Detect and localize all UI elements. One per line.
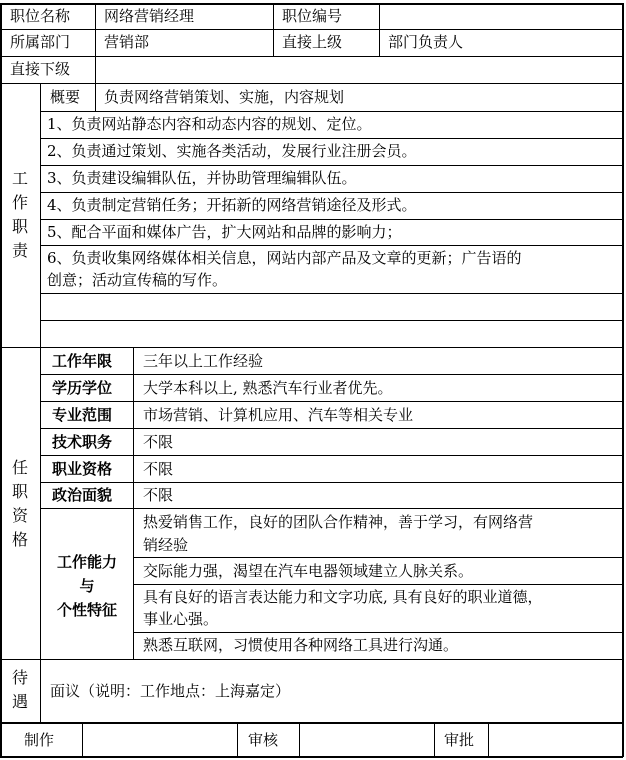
ability-label-line: 个性特征: [56, 601, 117, 619]
row-line: [40, 165, 623, 166]
row-line: [133, 557, 623, 558]
row-line: [0, 347, 623, 348]
ability-4: 熟悉互联网，习惯使用各种网络工具进行沟通。: [143, 636, 459, 654]
col-line: [434, 722, 435, 756]
duty-item-5: 5、配合平面和媒体广告，扩大网站和品牌的影响力；: [47, 223, 402, 241]
duty-item-6-line-1: 6、负责收集网络媒体相关信息，网站内部产品及文章的更新；广告语的: [47, 249, 522, 267]
qualification-value: 市场营销、计算机应用、汽车等相关专业: [143, 406, 414, 424]
col-line: [299, 722, 300, 756]
approved-label: 审批: [444, 731, 475, 749]
ability-label-line: 工作能力: [56, 553, 117, 571]
row-line: [40, 428, 623, 429]
row-line: [0, 83, 623, 84]
row-line: [40, 138, 623, 139]
col-line: [95, 3, 96, 83]
duty-item-6-line-2: 创意；活动宣传稿的写作。: [47, 271, 228, 289]
duty-item-4: 4、负责制定营销任务；开拓新的网络营销途径及形式。: [47, 196, 417, 214]
border-top: [0, 3, 623, 5]
ability-3-line-2: 事业心强。: [143, 610, 219, 628]
qualification-label: 职业资格: [52, 460, 113, 478]
qualification-value: 不限: [143, 433, 174, 451]
duties-section-label: [10, 167, 30, 263]
direct-subordinate-label: 直接下级: [10, 60, 71, 78]
department-value: 营销部: [104, 33, 150, 51]
row-line: [40, 482, 623, 483]
col-line: [95, 83, 96, 111]
ability-3-line-1: 具有良好的语言表达能力和文字功底, 具有良好的职业道德，: [143, 588, 543, 606]
col-line: [237, 722, 238, 756]
department-label: 所属部门: [10, 33, 71, 51]
row-line: [40, 245, 623, 246]
qualification-label: 政治面貌: [52, 486, 113, 504]
col-line: [133, 347, 134, 659]
row-line: [133, 632, 623, 633]
prepared-label: 制作: [24, 731, 55, 749]
row-line: [40, 320, 623, 321]
position-code-label: 职位编号: [282, 7, 343, 25]
qualification-label: 专业范围: [52, 406, 113, 424]
qualification-value: 三年以上工作经验: [143, 352, 264, 370]
col-line: [273, 3, 274, 56]
qualifications-label-char: 资: [11, 506, 28, 525]
row-line: [40, 374, 623, 375]
compensation-label: [10, 666, 30, 714]
ability-label: [41, 550, 133, 622]
row-line: [40, 219, 623, 220]
row-line: [0, 56, 623, 57]
duties-label-char: 作: [11, 193, 28, 212]
qualifications-label-char: 职: [11, 482, 28, 501]
row-line: [133, 584, 623, 585]
qualification-value: 不限: [143, 486, 174, 504]
ability-2: 交际能力强，渴望在汽车电器领域建立人脉关系。: [143, 562, 474, 580]
border-left: [0, 3, 2, 757]
border-right: [622, 3, 624, 757]
ability-1-line-1: 热爱销售工作，良好的团队合作精神，善于学习，有网络营: [143, 513, 534, 531]
compensation-value: 面议（说明：工作地点：上海嘉定）: [50, 682, 291, 700]
col-line: [379, 3, 380, 56]
overview-label: 概要: [50, 88, 81, 106]
duties-label-char: 职: [11, 217, 28, 236]
qualifications-label-char: 格: [11, 530, 28, 549]
duties-label-char: 工: [11, 169, 28, 188]
col-line: [40, 83, 41, 722]
qualification-label: 技术职务: [52, 433, 113, 451]
qualification-label: 工作年限: [52, 352, 113, 370]
row-line: [0, 659, 623, 660]
duty-item-3: 3、负责建设编辑队伍，并协助管理编辑队伍。: [47, 169, 357, 187]
border-bottom: [0, 756, 623, 758]
compensation-label-char: 待: [11, 668, 28, 687]
ability-1-line-2: 销经验: [143, 536, 189, 554]
col-line: [488, 722, 489, 756]
direct-superior-label: 直接上级: [282, 33, 343, 51]
qualifications-section-label: [10, 456, 30, 552]
position-name-value: 网络营销经理: [104, 7, 195, 25]
direct-superior-value: 部门负责人: [388, 33, 464, 51]
overview-value: 负责网络营销策划、实施，内容规划: [104, 88, 345, 106]
row-line: [0, 29, 623, 30]
row-line: [40, 401, 623, 402]
ability-label-line: 与: [79, 577, 95, 595]
qualifications-label-char: 任: [11, 458, 28, 477]
compensation-label-char: 遇: [11, 692, 28, 711]
row-line: [40, 192, 623, 193]
qualification-value: 大学本科以上, 熟悉汽车行业者优先。: [143, 379, 393, 397]
row-line: [0, 722, 623, 724]
row-line: [40, 293, 623, 294]
row-line: [40, 455, 623, 456]
position-name-label: 职位名称: [10, 7, 71, 25]
duty-item-2: 2、负责通过策划、实施各类活动，发展行业注册会员。: [47, 142, 417, 160]
col-line: [82, 722, 83, 756]
row-line: [40, 111, 623, 112]
row-line: [40, 508, 623, 509]
reviewed-label: 审核: [248, 731, 279, 749]
duties-label-char: 责: [11, 241, 28, 260]
duty-item-1: 1、负责网站静态内容和动态内容的规划、定位。: [47, 115, 372, 133]
qualification-value: 不限: [143, 460, 174, 478]
qualification-label: 学历学位: [52, 379, 113, 397]
